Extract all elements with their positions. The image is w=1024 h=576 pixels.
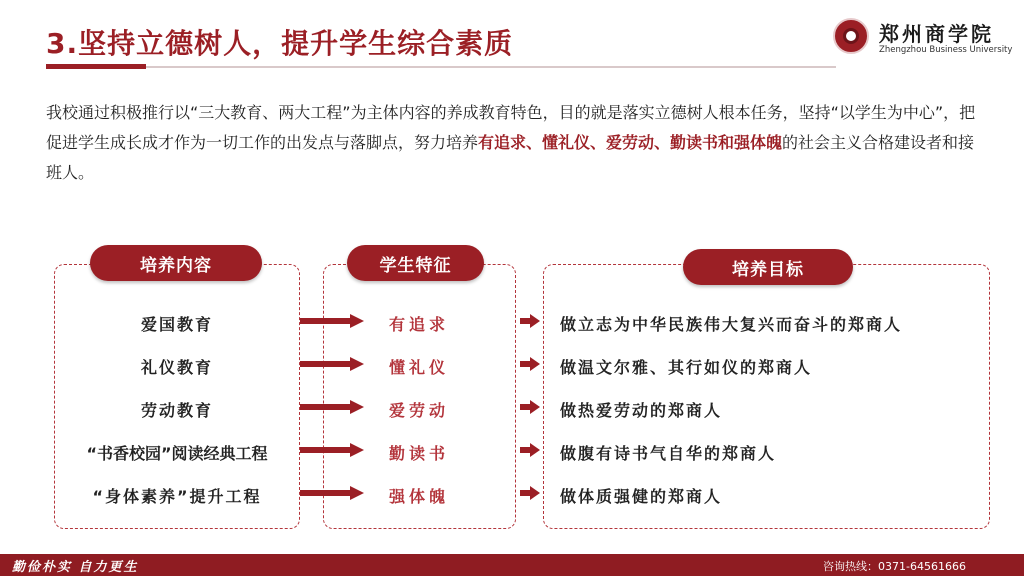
arrow-right-icon xyxy=(300,486,364,500)
arrow-right-icon xyxy=(300,314,364,328)
goal-item: 做热爱劳动的郑商人 xyxy=(560,401,723,420)
goal-item: 做立志为中华民族伟大复兴而奋斗的郑商人 xyxy=(560,315,903,334)
footer-motto: 勤俭朴实 自力更生 xyxy=(12,560,139,575)
intro-text-end: 的社会主义合格建设者和接班人。 xyxy=(46,133,975,182)
university-seal-icon xyxy=(833,18,869,54)
slide-title: 3.坚持立德树人，提升学生综合素质 xyxy=(46,27,514,60)
trait-item: 勤读书 xyxy=(388,444,449,463)
university-name-en: Zhengzhou Business University xyxy=(879,45,1013,55)
content-item: 礼仪教育 xyxy=(140,358,213,377)
content-item: 劳动教育 xyxy=(140,401,213,420)
trait-item: 强体魄 xyxy=(388,487,449,506)
goal-item: 做腹有诗书气自华的郑商人 xyxy=(560,444,777,463)
content-item: “书香校园”阅读经典工程 xyxy=(86,444,268,463)
content-header-pill: 培养内容 xyxy=(90,245,262,281)
arrow-right-icon xyxy=(300,443,364,457)
arrow-right-icon xyxy=(520,314,540,328)
footer-hotline: 咨询热线：0371-64561666 xyxy=(823,560,966,573)
title-accent-bar xyxy=(46,64,146,69)
arrow-right-icon xyxy=(520,443,540,457)
goal-item: 做体质强健的郑商人 xyxy=(560,487,723,506)
traits-header-pill: 学生特征 xyxy=(347,245,484,281)
goal-item: 做温文尔雅、其行如仪的郑商人 xyxy=(560,358,813,377)
arrow-right-icon xyxy=(300,357,364,371)
content-item: 爱国教育 xyxy=(140,315,213,334)
goals-header-pill: 培养目标 xyxy=(683,249,853,285)
university-logo xyxy=(833,18,1013,58)
intro-paragraph xyxy=(46,98,981,188)
content-item: “身体素养”提升工程 xyxy=(92,487,262,506)
trait-item: 有追求 xyxy=(388,315,449,334)
arrow-right-icon xyxy=(300,400,364,414)
intro-text-start: 我校通过积极推行以“三大教育、两大工程”为主体内容的养成教育特色，目的就是落实立德树人根本任务，坚持“以学生为中心”，把促进学生成长成才作为一切工作的出发点与落脚点，努力培养 xyxy=(46,103,976,152)
university-name-cn: 郑州商学院 xyxy=(879,22,994,46)
arrow-right-icon xyxy=(520,486,540,500)
arrow-right-icon xyxy=(520,357,540,371)
trait-item: 爱劳动 xyxy=(388,401,449,420)
arrow-right-icon xyxy=(520,400,540,414)
title-divider xyxy=(46,66,836,68)
footer-bar xyxy=(0,554,1024,576)
trait-item: 懂礼仪 xyxy=(388,358,449,377)
intro-highlight: 有追求、懂礼仪、爱劳动、勤读书和强体魄 xyxy=(478,133,783,152)
